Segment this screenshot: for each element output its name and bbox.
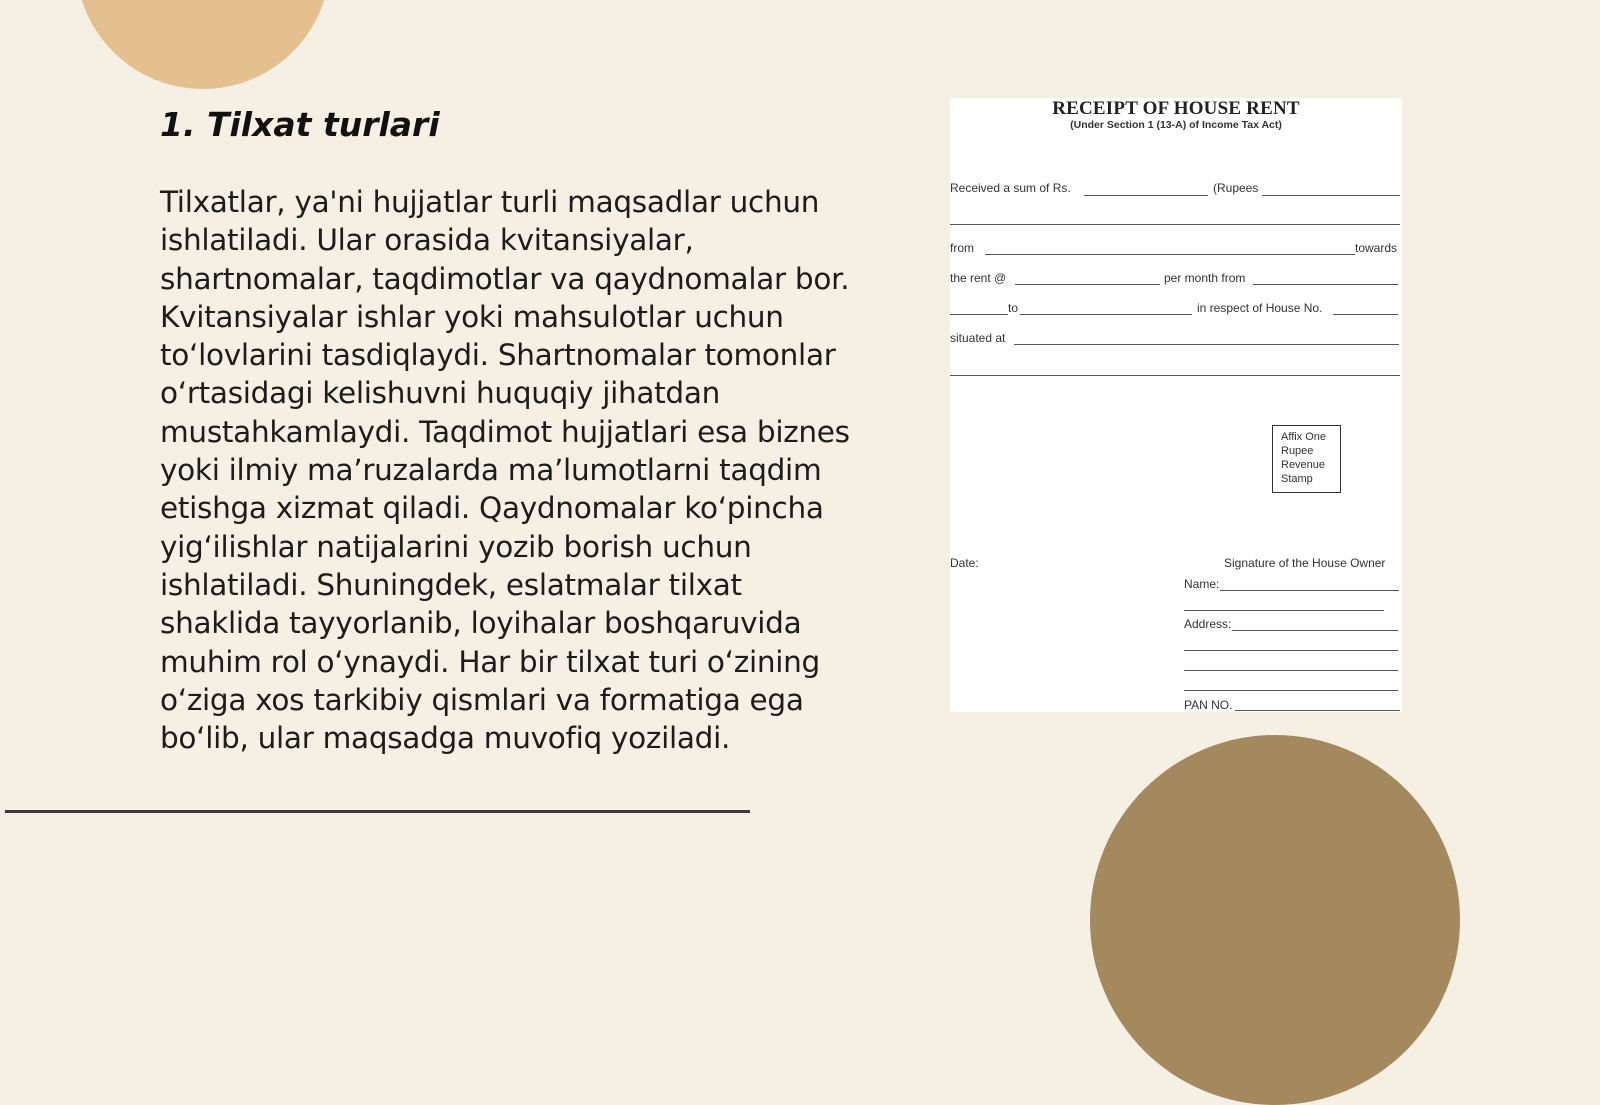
owner-address-line xyxy=(1232,630,1398,631)
owner-address-label: Address: xyxy=(1184,617,1232,631)
owner-address-line-2 xyxy=(1184,650,1398,651)
amount-line xyxy=(1084,195,1208,196)
stamp-line: Stamp xyxy=(1281,473,1313,485)
slide-title: 1. Tilxat turlari xyxy=(160,105,440,144)
received-label: Received a sum of Rs. xyxy=(950,181,1071,195)
from-label: from xyxy=(950,241,974,255)
date-label: Date: xyxy=(950,556,979,570)
from-line xyxy=(985,254,1355,255)
owner-name-line-2 xyxy=(1184,610,1384,611)
address-continued-line xyxy=(950,375,1400,376)
pan-label: PAN NO. xyxy=(1184,698,1233,712)
situated-label: situated at xyxy=(950,331,1006,345)
owner-name-label: Name: xyxy=(1184,577,1220,591)
period-start-line xyxy=(950,314,1008,315)
situated-line xyxy=(1014,344,1399,345)
month-from-line xyxy=(1253,284,1398,285)
receipt-image xyxy=(950,98,1402,712)
rupees-label: (Rupees xyxy=(1213,181,1259,195)
revenue-stamp-box xyxy=(1272,425,1341,493)
house-no-line xyxy=(1333,314,1398,315)
to-label: to xyxy=(1008,301,1019,315)
stamp-line: Revenue xyxy=(1281,459,1326,471)
receipt-title: RECEIPT OF HOUSE RENT xyxy=(1052,98,1300,119)
owner-name-line xyxy=(1220,590,1399,591)
towards-label: towards xyxy=(1355,241,1398,255)
divider-line xyxy=(5,810,750,813)
rent-label: the rent @ xyxy=(950,271,1007,285)
rupees-line xyxy=(1262,195,1400,196)
pan-line xyxy=(1235,710,1400,711)
per-month-label: per month from xyxy=(1164,271,1246,285)
stamp-line: Rupee xyxy=(1281,445,1314,457)
owner-address-line-4 xyxy=(1184,690,1398,691)
rent-line xyxy=(1015,284,1160,285)
signature-label: Signature of the House Owner xyxy=(1224,556,1386,570)
rupees-continued-line xyxy=(950,224,1400,225)
period-end-line xyxy=(1020,314,1192,315)
decorative-circle-top xyxy=(76,0,330,89)
respect-label: in respect of House No. xyxy=(1197,301,1323,315)
stamp-line: Affix One xyxy=(1281,431,1327,443)
receipt-subtitle: (Under Section 1 (13-A) of Income Tax Act) xyxy=(1070,119,1282,131)
owner-address-line-3 xyxy=(1184,670,1398,671)
slide-body-text: Tilxatlar, ya'ni hujjatlar turli maqsadlar uchun ishlatiladi. Ular orasida kvitansiyalar, shartnomalar, taqdimotlar va qaydnomalar bor. Kvitansiyalar ishlar yoki mahsulotlar uchun to‘lovlarini tasdiqlaydi. Shartnomalar tomonlar o‘rtasidagi kelishuvni huquqiy jihatdan mustahkamlaydi. Taqdimot hujjatlari esa biznes yoki ilmiy ma’ruzalarda ma’lumotlarni taqdim etishga xizmat qiladi. Qaydnomalar ko‘pincha yig‘ilishlar natijalarini yozib borish uchun ishlatiladi. Shuningdek, eslatmalar tilxat shaklida tayyorlanib, loyihalar boshqaruvida muhim rol o‘ynaydi. Har bir tilxat turi o‘zining o‘ziga xos tarkibiy qismlari va formatiga ega bo‘lib, ular maqsadga muvofiq yoziladi. xyxy=(160,185,850,756)
decorative-circle-bottom xyxy=(1090,735,1460,1105)
